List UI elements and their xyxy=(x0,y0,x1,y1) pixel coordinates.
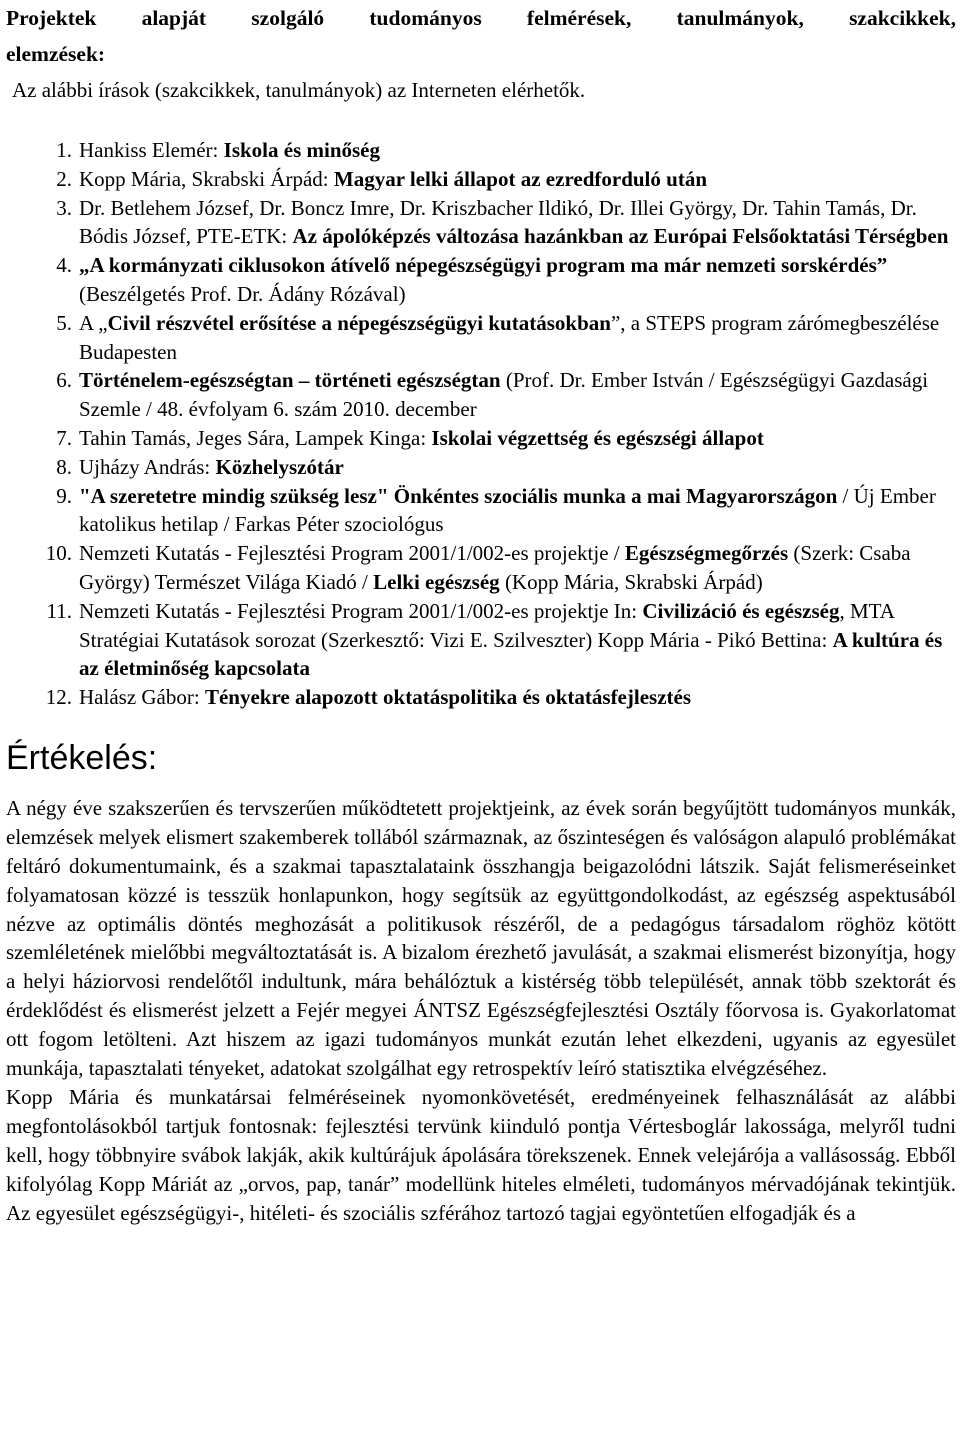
reference-text: Hankiss Elemér: xyxy=(79,138,224,162)
reference-title: „A kormányzati ciklusokon átívelő népegészségügyi program ma már nemzeti sorskérdés” xyxy=(79,253,888,278)
reference-item xyxy=(6,539,956,597)
reference-title: Magyar lelki állapot az ezredforduló után xyxy=(333,166,707,191)
reference-number: 2. xyxy=(56,166,72,191)
reference-item xyxy=(6,424,956,453)
reference-item xyxy=(6,683,956,712)
reference-text: Kopp Mária, Skrabski Árpád: xyxy=(79,166,334,191)
reference-text: ”, a STEPS program zárómegbeszélése Budapesten xyxy=(79,310,940,364)
reference-title: Egészségmegőrzés xyxy=(624,541,789,566)
reference-number: 5. xyxy=(56,310,72,335)
reference-item xyxy=(6,251,956,309)
reference-title: Civilizáció és egészség xyxy=(642,598,840,623)
reference-text: Nemzeti Kutatás - Fejlesztési Program 2001/1/002-es projektje / xyxy=(79,541,625,566)
reference-item xyxy=(6,309,956,367)
reference-item xyxy=(6,597,956,683)
reference-text: (Prof. Dr. Ember István / Egészségügyi Gazdasági Szemle / 48. évfolyam 6. szám 2010. december xyxy=(79,368,929,422)
document-page xyxy=(6,0,956,1228)
reference-number: 1. xyxy=(56,138,72,162)
reference-title: Iskolai végzettség és egészségi állapot xyxy=(431,425,764,450)
reference-number: 9. xyxy=(56,483,72,508)
evaluation-title: Értékelés: xyxy=(6,738,158,777)
reference-text: (Szerk: Csaba György) Természet Világa Kiadó / xyxy=(79,541,911,594)
reference-number: 3. xyxy=(56,195,72,220)
reference-item xyxy=(6,165,956,194)
reference-title: Iskola és minőség xyxy=(223,138,380,162)
reference-item xyxy=(6,453,956,482)
reference-title: Közhelyszótár xyxy=(215,454,344,479)
reference-number: 8. xyxy=(56,454,72,479)
reference-item xyxy=(6,366,956,424)
reference-text: / Új Ember katolikus hetilap / Farkas Péter szociológus xyxy=(79,483,936,537)
reference-number: 12. xyxy=(45,685,72,710)
reference-title: Civil részvétel erősítése a népegészségügyi kutatásokban xyxy=(107,310,611,335)
reference-title: Történelem-egészségtan – történeti egészségtan xyxy=(79,368,501,393)
reference-title: Tényekre alapozott oktatáspolitika és oktatásfejlesztés xyxy=(204,685,692,710)
reference-text: , MTA Stratégiai Kutatások sorozat (Szerkesztő: Vizi E. Szilveszter) Kopp Mária - Pikó Bettina: xyxy=(79,598,894,652)
reference-text: Tahin Tamás, Jeges Sára, Lampek Kinga: xyxy=(79,425,432,450)
reference-text: A „ xyxy=(79,310,108,335)
reference-number: 11. xyxy=(46,598,72,623)
reference-list xyxy=(6,136,956,712)
reference-text: (Beszélgetés Prof. Dr. Ádány Rózával) xyxy=(79,281,406,306)
reference-title: A kultúra és az életminőség kapcsolata xyxy=(79,627,943,681)
reference-number: 6. xyxy=(56,368,72,393)
reference-number: 10. xyxy=(45,541,72,566)
evaluation-paragraph: A négy éve szakszerűen és tervszerűen működtetett projektjeink, az évek során begyűjtött tudományos munkák, elemzések melyek elismert szakemberek tollából származnak, az őszinteségen és valóságon alapuló problémákat feltáró dokumentumaink, és a szakmai tapasztalataink összhangja beigazolódni látszik. Saját felismeréseinket folyamatosan közzé is tesszük honlapunkon, hogy segítsük az együttgondolkodást, az egészség aspektusából nézve az optimális döntés meghozását a politikusok részéről, de a pedagógus társadalom röghöz kötött szemléletének mielőbbi megváltoztatását is. A bizalom érezhető javulását, a szakmai elismerést bizonyítja, hogy a helyi háziorvosi rendelőtől indultunk, mára behálóztuk a kistérség több települését, annak több szektorát és érdeklődést és elismerést jelzett a Fejér megyei ÁNTSZ Egészségfejlesztési Osztály főorvosa is. Gyakorlatomat ott fogom letölteni. Azt hiszem az igazi tudományos munkát ezután lehet elkezdeni, ugyanis az egyesület munkája, tapasztalati tényeket, adatokat szolgálhat egy retrospektív leíró statisztika elvégzéséhez. xyxy=(6,795,956,1081)
intro-text: Az alábbi írások (szakcikkek, tanulmányok) az Interneten elérhetők. xyxy=(12,78,586,102)
reference-title: Az ápolóképzés változása hazánkban az Európai Felsőoktatási Térségben xyxy=(292,224,949,249)
reference-text: Ujházy András: xyxy=(79,454,216,479)
reference-item xyxy=(6,136,956,165)
reference-number: 4. xyxy=(56,253,72,278)
reference-title: Lelki egészség xyxy=(373,569,500,594)
section-heading: Projektek alapját szolgáló tudományos felmérések, tanulmányok, szakcikkek, xyxy=(6,6,956,30)
evaluation-paragraph: Kopp Mária és munkatársai felméréseinek nyomonkövetését, eredményeinek felhasználását az alábbi megfontolásokból tartjuk fontosnak: fejlesztési tervünk kiinduló pontja Vértesboglár lakossága, melyről tudni kell, hogy többnyire svábok lakják, akik kultúrájuk ápolására törekszenek. Ennek velejárója a vallásosság. Ebből kifolyólag Kopp Máriát az „orvos, pap, tanár” modellünk hiteles elméleti, tudományos mérvadójának tekintjük. Az egyesület egészségügyi-, hitéleti- és szociális szférához tartozó tagjai egyöntetűen elfogadják és a xyxy=(6,1085,956,1225)
reference-text: (Kopp Mária, Skrabski Árpád) xyxy=(499,569,763,594)
reference-item xyxy=(6,482,956,540)
reference-text: Dr. Betlehem József, Dr. Boncz Imre, Dr. Kriszbacher Ildikó, Dr. Illei György, Dr. Tahin Tamás, Dr. Bódis József, PTE-ETK: xyxy=(79,195,917,249)
section-heading-continued: elemzések: xyxy=(6,42,106,66)
reference-text: Halász Gábor: xyxy=(79,685,205,710)
reference-item xyxy=(6,194,956,252)
reference-number: 7. xyxy=(56,425,72,450)
reference-title: "A szeretetre mindig szükség lesz" Önkéntes szociális munka a mai Magyarországon xyxy=(79,483,838,508)
reference-text: Nemzeti Kutatás - Fejlesztési Program 2001/1/002-es projektje In: xyxy=(79,598,643,623)
